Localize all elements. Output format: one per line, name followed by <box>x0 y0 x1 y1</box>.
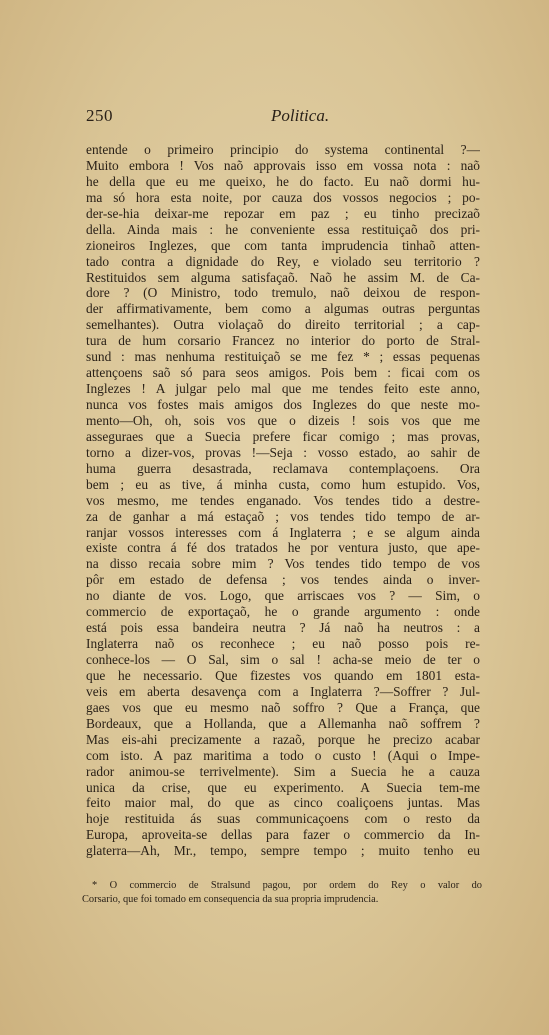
running-head: Politica. <box>271 106 330 125</box>
text-line: pôr em estado de defensa ; vos tendes ainda o inver- <box>86 572 480 588</box>
text-line: torno a dizer-vos, provas !—Seja : vosso estado, ao sahir de <box>86 444 480 460</box>
text-line: ranjar vossos interesses com á Inglaterra ; e se algum ainda <box>86 524 480 540</box>
text-line: he della que eu me queixo, he do facto. Eu naõ dormi hu- <box>86 173 480 189</box>
text-line: existe contra á fé dos tratados he por ventura justo, que ape- <box>86 540 480 556</box>
footnote-line: * O commercio de Stralsund pagou, por ordem do Rey o valor do <box>92 880 482 891</box>
text-line: hoje restituida ás suas communicaçoens com o resto da <box>86 811 480 827</box>
text-line: Inglaterra naõ os reconhece ; eu naõ posso pois re- <box>86 636 480 652</box>
text-line: Europa, aproveita-se dellas para fazer o commercio da In- <box>86 827 480 843</box>
text-line: ma só hora esta noite, por cauza dos vossos negocios ; po- <box>86 189 480 205</box>
text-line: commercio de exportaçaõ, he o grande argumento : onde <box>86 604 480 620</box>
text-line: zioneiros Inglezes, que com tanta imprudencia tinhaõ atten- <box>86 237 480 253</box>
text-line: com isto. A paz maritima a todo o custo ! (Aqui o Impe- <box>86 747 480 763</box>
text-line: Mas eis-ahi precizamente a razaõ, porque he precizo acabar <box>86 731 480 747</box>
text-line: na disso recaia sobre mim ? Vos tendes tido tempo de vos <box>86 556 480 572</box>
text-line: attençoens saõ só para seos amigos. Pois bem : ficai com os <box>86 365 480 381</box>
text-line: dore ? (O Ministro, todo tremulo, naõ deixou de respon- <box>86 285 480 301</box>
text-line: está pois essa bandeira neutra ? Já naõ ha neutros : a <box>86 620 480 636</box>
text-line: mento—Oh, oh, sois vos que o dizeis ! sois vos que me <box>86 412 480 428</box>
text-line: tado contra a dignidade do Rey, e violado seu territorio ? <box>86 253 480 269</box>
footnote <box>82 879 482 907</box>
text-line: vos mesmo, me tendes enganado. Vos tendes tido a destre- <box>86 492 480 508</box>
text-line: unica da crise, que eu experimento. A Suecia tem-me <box>86 779 480 795</box>
text-line: Bordeaux, que a Hollanda, que a Allemanha naõ soffrem ? <box>86 715 480 731</box>
text-line: sund : mas nenhuma restituiçaõ se me fez * ; essas pequenas <box>86 349 480 365</box>
text-line: no diante de vos. Logo, que arriscaes vos ? — Sim, o <box>86 588 480 604</box>
text-line: huma guerra desastrada, reclamava contemplaçoens. Ora <box>86 460 480 476</box>
text-line: Inglezes ! A julgar pelo mal que me tendes feito este anno, <box>86 381 480 397</box>
text-line: nunca vos fostes mais amigos dos Inglezes do que neste mo- <box>86 397 480 412</box>
text-line: bem ; eu as tive, á minha custa, como hum estupido. Vos, <box>86 476 480 492</box>
text-line: der-se-hia deixar-me repozar em paz ; eu tinho precizaõ <box>86 205 480 221</box>
text-line: que he necessario. Que fizestes vos quando em 1801 esta- <box>86 667 480 683</box>
footnote-line: Corsario, que foi tomado em consequencia da sua propria imprudencia. <box>82 894 379 905</box>
text-line: entende o primeiro principio do systema continental ?— <box>86 142 480 157</box>
text-line: rador animou-se terrivelmente). Sim a Suecia he a cauza <box>86 763 480 779</box>
text-line: veis em aberta desavença com a Inglaterra ?—Soffrer ? Jul- <box>86 683 480 699</box>
text-line: semelhantes). Outra violaçaõ do direito territorial ; a cap- <box>86 317 480 333</box>
text-line: Muito embora ! Vos naõ approvais isso em vossa nota : naõ <box>86 157 480 173</box>
body-text <box>86 142 480 859</box>
text-line: feito maior mal, do que as cinco coaliçoens juntas. Mas <box>86 795 480 811</box>
text-line: der affirmativamente, bem como a algumas outras perguntas <box>86 301 480 317</box>
text-line: tura de hum corsario Francez no interior do porto de Stral- <box>86 333 480 349</box>
text-line: della. Ainda mais : he conveniente essa restituiçaõ dos pri- <box>86 221 480 237</box>
text-line: gaes vos que eu mesmo naõ soffro ? Que a França, que <box>86 699 480 715</box>
text-line: conhece-los — O Sal, sim o sal ! acha-se meio de ter o <box>86 652 480 667</box>
text-line: asseguraes que a Suecia prefere ficar comigo ; mas provas, <box>86 428 480 444</box>
text-line: za de ganhar a má estaçaõ ; vos tendes tido tempo de ar- <box>86 508 480 524</box>
text-line: Restituidos sem alguma satisfaçaõ. Naõ he assim M. de Ca- <box>86 269 480 285</box>
text-line: glaterra—Ah, Mr., tempo, sempre tempo ; muito tenho eu <box>86 843 480 859</box>
page-number: 250 <box>86 106 113 125</box>
